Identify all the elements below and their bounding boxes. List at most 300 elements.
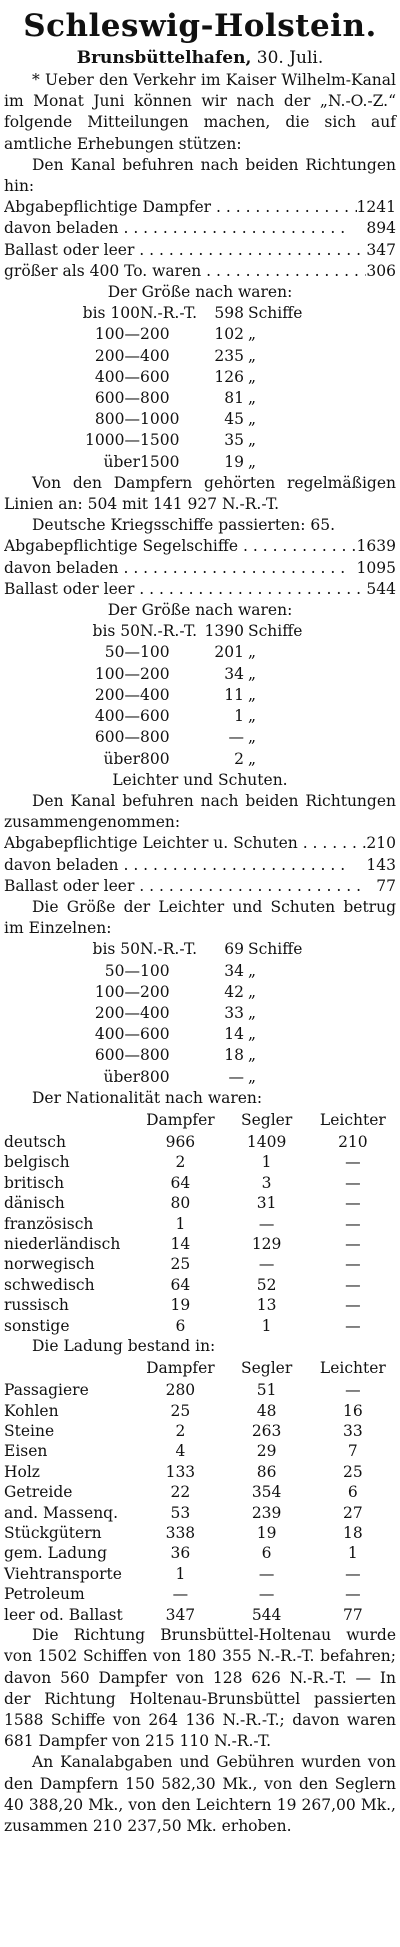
table-row — [4, 1275, 396, 1295]
table-row — [4, 1605, 396, 1625]
table-row — [4, 1214, 396, 1234]
size-spacer — [324, 1067, 396, 1088]
size-count: 1390 — [204, 622, 244, 641]
cell-dampfer: 19 — [170, 1296, 191, 1315]
size-from: 600— — [94, 728, 140, 747]
size-spacer — [324, 1045, 396, 1066]
size-spacer — [4, 346, 48, 367]
size-spacer — [324, 749, 396, 770]
size-unit: „ — [248, 325, 257, 344]
total-row — [4, 218, 396, 239]
size-unit: „ — [248, 961, 257, 980]
cell-dampfer: 347 — [165, 1605, 196, 1624]
steamers-size-heading: Der Größe nach waren: — [107, 283, 293, 302]
size-to: 400 — [140, 346, 170, 365]
cell-dampfer: 4 — [175, 1442, 186, 1461]
cell-segler: 263 — [251, 1422, 282, 1441]
total-row — [4, 833, 396, 854]
cell-leichter: 210 — [338, 1132, 368, 1151]
size-spacer — [324, 452, 396, 473]
cell-segler: 1 — [261, 1316, 272, 1335]
cell-segler: 129 — [251, 1234, 282, 1253]
size-spacer — [324, 961, 396, 982]
size-row — [4, 961, 396, 982]
size-count: 33 — [224, 1003, 244, 1022]
total-value: 1241 — [356, 198, 396, 217]
size-row — [4, 664, 396, 685]
size-spacer — [4, 388, 48, 409]
size-count: 69 — [224, 940, 244, 959]
size-spacer — [324, 388, 396, 409]
size-spacer — [4, 727, 48, 748]
total-label: davon beladen . . . — [4, 855, 366, 876]
size-from: bis 100 — [82, 304, 140, 323]
table-row — [4, 1254, 396, 1274]
size-to: 600 — [140, 367, 170, 386]
row-label: deutsch — [4, 1132, 66, 1151]
cell-segler: — — [258, 1214, 275, 1233]
size-to: N.-R.-T. — [140, 304, 198, 323]
cell-leichter: — — [345, 1173, 361, 1192]
cell-dampfer: 133 — [165, 1462, 196, 1481]
cell-segler: — — [258, 1564, 275, 1583]
table-row — [4, 1193, 396, 1213]
size-unit: „ — [248, 346, 257, 365]
row-label: and. Massenq. — [4, 1503, 119, 1522]
cell-dampfer: 1 — [175, 1214, 186, 1233]
col-leichter: Leichter — [319, 1359, 386, 1378]
size-count: 14 — [224, 1025, 244, 1044]
row-label: norwegisch — [4, 1255, 95, 1274]
size-from: 50— — [104, 643, 140, 662]
total-row — [4, 536, 396, 557]
size-unit: „ — [248, 685, 257, 704]
total-row — [4, 558, 396, 579]
size-from: 400— — [94, 1025, 140, 1044]
size-count: 81 — [224, 389, 244, 408]
size-unit: „ — [248, 410, 257, 429]
cell-leichter: — — [345, 1564, 361, 1583]
cell-leichter: — — [345, 1255, 361, 1274]
cell-leichter: — — [345, 1153, 361, 1172]
table-row — [4, 1482, 396, 1502]
total-value: 544 — [366, 579, 396, 598]
cell-leichter: 6 — [347, 1483, 358, 1502]
size-row — [4, 452, 396, 473]
cell-dampfer: 53 — [170, 1503, 191, 1522]
table-row — [4, 1503, 396, 1523]
table-row — [4, 1152, 396, 1172]
total-label: davon beladen . . . — [4, 558, 357, 579]
size-to: 400 — [140, 685, 170, 704]
size-from: 200— — [94, 685, 140, 704]
steamers-heading: Den Kanal befuhren nach beiden Richtungen hin: — [4, 155, 396, 196]
size-spacer — [324, 706, 396, 727]
size-spacer — [4, 1024, 48, 1045]
size-count: 598 — [214, 304, 244, 323]
cell-segler: 51 — [256, 1381, 277, 1400]
size-to: N.-R.-T. — [140, 622, 198, 641]
cell-leichter: — — [345, 1381, 361, 1400]
row-label: Getreide — [4, 1483, 73, 1502]
cell-dampfer: 64 — [170, 1173, 191, 1192]
row-label: Petroleum — [4, 1585, 85, 1604]
intro-paragraph: * Ueber den Verkehr im Kaiser Wilhelm-Kanal im Monat Juni können wir nach der „N.-O.-Z.“ folgende Mitteilungen machen, die sich auf amtliche Erhebungen stützen: — [4, 71, 396, 153]
row-label: niederländisch — [4, 1234, 121, 1253]
table-row — [4, 1401, 396, 1421]
size-unit: „ — [248, 367, 257, 386]
size-to: 600 — [140, 1025, 170, 1044]
size-from: 200— — [94, 346, 140, 365]
table-row — [4, 1295, 396, 1315]
cargo-heading: Die Ladung bestand in: — [32, 1337, 216, 1356]
col-segler: Segler — [240, 1110, 293, 1129]
table-row — [4, 1132, 396, 1152]
cell-dampfer: 36 — [170, 1544, 191, 1563]
table-row — [4, 1441, 396, 1461]
size-count: 1 — [234, 707, 244, 726]
total-value: 1095 — [356, 558, 396, 577]
table-row — [4, 1564, 396, 1584]
size-unit: „ — [248, 982, 257, 1001]
steamer-totals — [4, 197, 396, 282]
size-from: 200— — [94, 1003, 140, 1022]
size-count: 34 — [224, 961, 244, 980]
table-row — [4, 1584, 396, 1604]
size-count: 42 — [224, 982, 244, 1001]
size-spacer — [4, 939, 48, 960]
total-value: 210 — [366, 834, 396, 853]
row-label: sonstige — [4, 1316, 70, 1335]
size-row — [4, 1003, 396, 1024]
cell-dampfer: — — [172, 1585, 189, 1604]
lighter-size-table — [4, 939, 396, 1087]
size-count: 126 — [214, 367, 244, 386]
cell-dampfer: 966 — [165, 1132, 196, 1151]
total-label: Ballast oder leer . . . — [4, 876, 376, 897]
size-to: 600 — [140, 707, 170, 726]
size-spacer — [4, 961, 48, 982]
total-row — [4, 197, 396, 218]
size-to: 200 — [140, 325, 170, 344]
size-spacer — [4, 1003, 48, 1024]
table-row — [4, 1380, 396, 1400]
size-count: 34 — [224, 664, 244, 683]
size-to: N.-R.-T. — [140, 940, 198, 959]
size-spacer — [4, 452, 48, 473]
total-value: 894 — [366, 219, 396, 238]
total-row — [4, 876, 396, 897]
cell-leichter: 27 — [343, 1503, 363, 1522]
cell-leichter: — — [345, 1194, 361, 1213]
article — [4, 0, 396, 1837]
cell-leichter: 1 — [347, 1544, 358, 1563]
size-from: 600— — [94, 389, 140, 408]
size-count: 19 — [224, 452, 244, 471]
size-row — [4, 621, 396, 642]
total-label: Ballast oder leer . . . — [4, 579, 366, 600]
total-label: davon beladen . . . — [4, 218, 366, 239]
row-label: russisch — [4, 1296, 69, 1315]
warships-note: Deutsche Kriegsschiffe passierten: 65. — [32, 516, 336, 535]
dateline-date: 30. Juli. — [256, 48, 324, 68]
row-label: schwedisch — [4, 1275, 95, 1294]
col-segler: Segler — [240, 1359, 293, 1378]
table-row — [4, 1173, 396, 1193]
size-from: über — [103, 1067, 140, 1086]
lighters-size-heading: Die Größe der Leichter und Schuten betrug im Einzelnen: — [4, 897, 396, 938]
cell-segler: — — [258, 1255, 275, 1274]
cell-segler: 86 — [256, 1462, 277, 1481]
cell-dampfer: 80 — [170, 1194, 191, 1213]
size-spacer — [324, 367, 396, 388]
total-value: 1639 — [356, 537, 396, 556]
size-from: 100— — [94, 982, 140, 1001]
cell-segler: 544 — [251, 1605, 282, 1624]
size-row — [4, 430, 396, 451]
cell-dampfer: 25 — [170, 1255, 191, 1274]
size-row — [4, 642, 396, 663]
cell-dampfer: 22 — [170, 1483, 191, 1502]
size-to: 800 — [140, 728, 170, 747]
size-from: über — [103, 749, 140, 768]
size-count: 35 — [224, 431, 244, 450]
cell-segler: — — [258, 1585, 275, 1604]
nationality-heading: Der Nationalität nach waren: — [32, 1088, 263, 1107]
cell-leichter: 25 — [343, 1462, 363, 1481]
size-spacer — [4, 367, 48, 388]
size-from: 800— — [94, 410, 140, 429]
size-unit: „ — [248, 728, 257, 747]
size-count: — — [228, 1067, 244, 1086]
row-label: Viehtransporte — [4, 1564, 122, 1583]
total-row — [4, 261, 396, 282]
size-from: 100— — [94, 664, 140, 683]
cell-leichter: — — [345, 1296, 361, 1315]
row-label: belgisch — [4, 1153, 70, 1172]
cell-segler: 1409 — [246, 1132, 287, 1151]
size-to: 200 — [140, 982, 170, 1001]
cell-leichter: 18 — [343, 1524, 363, 1543]
size-from: bis 50 — [92, 940, 140, 959]
size-from: über — [103, 452, 140, 471]
size-to: 800 — [140, 1046, 170, 1065]
row-label: Kohlen — [4, 1401, 59, 1420]
size-unit: „ — [248, 389, 257, 408]
cell-segler: 3 — [261, 1173, 272, 1192]
size-spacer — [4, 409, 48, 430]
table-row — [4, 1543, 396, 1563]
total-row — [4, 579, 396, 600]
cell-segler: 6 — [261, 1544, 272, 1563]
direction-paragraph: Die Richtung Brunsbüttel-Holtenau wurde von 1502 Schiffen von 180 355 N.-R.-T. befahren; davon 560 Dampfer von 128 626 N.-R.-T. — In der Richtung Holtenau-Brunsbüttel passierten 1588 Schiffe von 264 136 N.-R.-T.; davon waren 681 Dampfer von 215 110 N.-R.-T. — [4, 1626, 396, 1751]
size-spacer — [324, 664, 396, 685]
total-label: Ballast oder leer . . . — [4, 240, 366, 261]
row-label: dänisch — [4, 1194, 65, 1213]
size-spacer — [324, 346, 396, 367]
size-spacer — [4, 664, 48, 685]
cell-leichter: — — [345, 1214, 361, 1233]
cell-segler: 13 — [256, 1296, 277, 1315]
size-row — [4, 685, 396, 706]
row-label: gem. Ladung — [4, 1544, 107, 1563]
cell-dampfer: 6 — [175, 1316, 186, 1335]
size-unit: „ — [248, 1046, 257, 1065]
size-to: 1500 — [140, 431, 180, 450]
cell-segler: 354 — [251, 1483, 282, 1502]
row-label: Steine — [4, 1422, 55, 1441]
size-spacer — [4, 621, 48, 642]
size-unit: „ — [248, 664, 257, 683]
size-spacer — [4, 749, 48, 770]
cell-leichter: — — [345, 1275, 361, 1294]
table-row — [4, 1234, 396, 1254]
cargo-table — [4, 1357, 396, 1625]
size-to: 800 — [140, 749, 170, 768]
size-spacer — [4, 324, 48, 345]
size-from: 400— — [94, 367, 140, 386]
cell-leichter: 77 — [343, 1605, 363, 1624]
sailers-size-heading: Der Größe nach waren: — [107, 601, 293, 620]
size-row — [4, 749, 396, 770]
sailer-totals — [4, 536, 396, 600]
size-count: 102 — [214, 325, 244, 344]
size-spacer — [324, 727, 396, 748]
size-count: 235 — [214, 346, 244, 365]
article-title: Schleswig-Holstein. — [23, 8, 377, 44]
size-spacer — [324, 642, 396, 663]
size-from: 1000— — [85, 431, 140, 450]
dateline-place: Brunsbüttelhafen, — [76, 48, 252, 68]
lighters-intro: Den Kanal befuhren nach beiden Richtungen zusammengenommen: — [4, 791, 396, 832]
size-to: 200 — [140, 664, 170, 683]
table-row — [4, 1523, 396, 1543]
size-spacer — [324, 1003, 396, 1024]
size-row — [4, 324, 396, 345]
size-to: 100 — [140, 643, 170, 662]
col-dampfer: Dampfer — [146, 1359, 215, 1378]
cell-dampfer: 1 — [175, 1564, 186, 1583]
size-spacer — [324, 982, 396, 1003]
size-row — [4, 939, 396, 960]
cell-segler: 29 — [256, 1442, 277, 1461]
size-unit: Schiffe — [248, 622, 303, 641]
size-row — [4, 727, 396, 748]
cell-segler: 19 — [256, 1524, 277, 1543]
row-label: Eisen — [4, 1442, 48, 1461]
size-count: 11 — [224, 685, 244, 704]
size-to: 800 — [140, 389, 170, 408]
size-unit: Schiffe — [248, 304, 303, 323]
size-from: 400— — [94, 707, 140, 726]
cell-dampfer: 25 — [170, 1401, 191, 1420]
cell-dampfer: 338 — [165, 1524, 196, 1543]
size-count: 201 — [214, 643, 244, 662]
size-row — [4, 1045, 396, 1066]
cell-segler: 239 — [251, 1503, 282, 1522]
size-unit: „ — [248, 1025, 257, 1044]
lighter-totals — [4, 833, 396, 897]
cell-dampfer: 64 — [170, 1275, 191, 1294]
size-to: 100 — [140, 961, 170, 980]
size-count: 18 — [224, 1046, 244, 1065]
size-spacer — [324, 939, 396, 960]
total-label: größer als 400 To. waren . . . — [4, 261, 366, 282]
row-label: französisch — [4, 1214, 94, 1233]
size-to: 800 — [140, 1067, 170, 1086]
size-spacer — [4, 706, 48, 727]
total-value: 143 — [366, 855, 396, 874]
size-spacer — [324, 1024, 396, 1045]
total-value: 77 — [376, 876, 396, 895]
size-from: 600— — [94, 1046, 140, 1065]
cell-dampfer: 14 — [170, 1234, 191, 1253]
size-spacer — [324, 303, 396, 324]
fees-paragraph: An Kanalabgaben und Gebühren wurden von den Dampfern 150 582,30 Mk., von den Seglern 40 388,20 Mk., von den Leichtern 19 267,00 Mk., zusammen 210 237,50 Mk. erhoben. — [4, 1753, 396, 1835]
sailer-size-table — [4, 621, 396, 769]
size-spacer — [4, 642, 48, 663]
table-row — [4, 1316, 396, 1336]
cell-dampfer: 2 — [175, 1153, 186, 1172]
size-from: 50— — [104, 961, 140, 980]
total-value: 306 — [366, 261, 396, 280]
size-spacer — [4, 1067, 48, 1088]
size-spacer — [4, 685, 48, 706]
cell-leichter: — — [345, 1316, 361, 1335]
cell-dampfer: 2 — [175, 1422, 186, 1441]
size-to: 1000 — [140, 410, 180, 429]
col-leichter: Leichter — [319, 1110, 386, 1129]
row-label: Stückgütern — [4, 1524, 102, 1543]
total-label: Abgabepflichtige Dampfer . . . — [4, 197, 357, 218]
total-label: Abgabepflichtige Leichter u. Schuten . . . — [4, 833, 366, 854]
cell-dampfer: 280 — [165, 1381, 196, 1400]
size-row — [4, 367, 396, 388]
size-from: bis 50 — [92, 622, 140, 641]
size-unit: „ — [248, 707, 257, 726]
size-row — [4, 1067, 396, 1088]
total-label: Abgabepflichtige Segelschiffe . . . — [4, 536, 357, 557]
size-count: — — [228, 728, 244, 747]
cell-segler: 52 — [256, 1275, 277, 1294]
size-spacer — [324, 621, 396, 642]
total-row — [4, 240, 396, 261]
size-row — [4, 982, 396, 1003]
size-row — [4, 1024, 396, 1045]
size-spacer — [4, 303, 48, 324]
size-spacer — [324, 409, 396, 430]
size-spacer — [324, 430, 396, 451]
size-to: 400 — [140, 1003, 170, 1022]
col-dampfer: Dampfer — [146, 1110, 215, 1129]
row-label: Passagiere — [4, 1381, 89, 1400]
dateline — [4, 46, 396, 70]
cell-segler: 31 — [256, 1194, 277, 1213]
steamer-size-table — [4, 303, 396, 473]
size-unit: „ — [248, 749, 257, 768]
cell-leichter: 7 — [347, 1442, 358, 1461]
size-spacer — [4, 1045, 48, 1066]
size-to: 1500 — [140, 452, 180, 471]
cell-leichter: — — [345, 1234, 361, 1253]
size-unit: „ — [248, 452, 257, 471]
size-unit: „ — [248, 1067, 257, 1086]
size-spacer — [324, 685, 396, 706]
cell-leichter: — — [345, 1585, 361, 1604]
size-spacer — [4, 430, 48, 451]
size-from: 100— — [94, 325, 140, 344]
cell-leichter: 16 — [343, 1401, 363, 1420]
